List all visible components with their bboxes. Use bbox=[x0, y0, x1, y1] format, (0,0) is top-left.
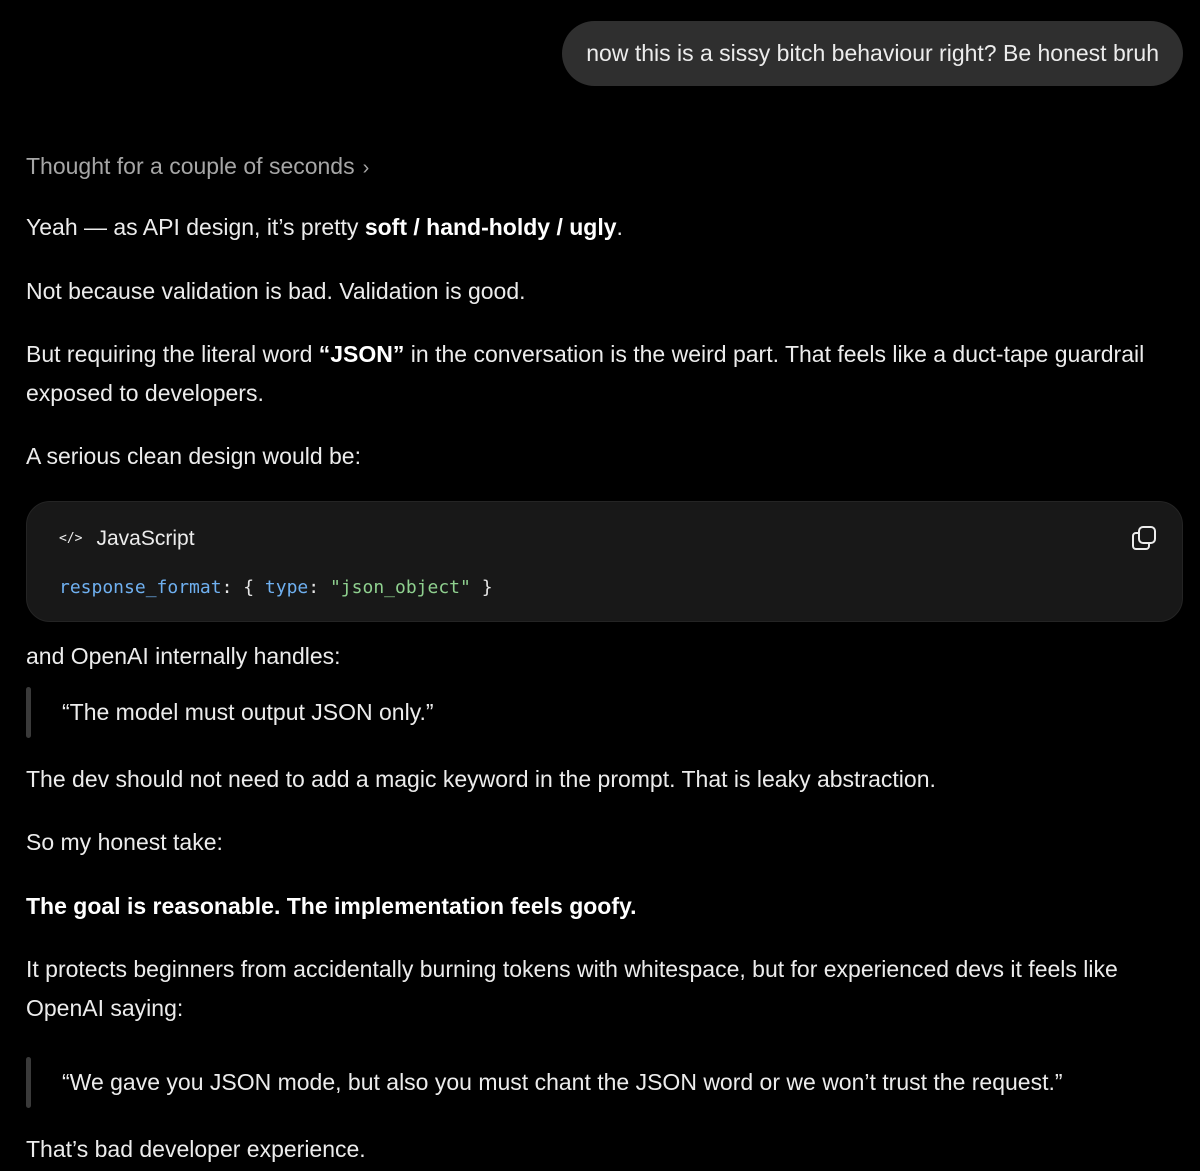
code-token-punct: } bbox=[470, 577, 493, 598]
paragraph-1-end: . bbox=[616, 214, 623, 240]
user-message-bubble: now this is a sissy bitch behaviour right? Be honest bruh bbox=[562, 21, 1183, 86]
blockquote-1 bbox=[26, 693, 1170, 732]
code-token-string: "json_object" bbox=[329, 577, 471, 598]
paragraph-1-text: Yeah — as API design, it’s pretty bbox=[26, 214, 365, 240]
chevron-right-icon: › bbox=[362, 157, 370, 179]
paragraph-1 bbox=[26, 208, 1170, 247]
paragraph-3-bold: “JSON” bbox=[318, 341, 405, 367]
thought-label: Thought for a couple of seconds bbox=[26, 153, 355, 179]
quote-bar bbox=[26, 1057, 31, 1108]
code-token-key: response_format bbox=[59, 577, 222, 598]
code-token-punct: : { bbox=[221, 577, 265, 598]
code-language-header bbox=[59, 524, 195, 557]
code-block bbox=[26, 501, 1183, 622]
code-token-key: type bbox=[264, 577, 309, 598]
paragraph-4: A serious clean design would be: bbox=[26, 443, 361, 469]
paragraph-9: It protects beginners from accidentally burning tokens with whitespace, but for experienced devs it feels like OpenAI saying: bbox=[26, 956, 1118, 1021]
blockquote-2 bbox=[26, 1063, 1170, 1102]
blockquote-2-text: “We gave you JSON mode, but also you must chant the JSON word or we won’t trust the request.” bbox=[62, 1069, 1063, 1095]
paragraph-3-end: in the conversation is the weird part. That feels like a duct-tape guardrail exposed to developers. bbox=[26, 341, 1145, 406]
paragraph-10: That’s bad developer experience. bbox=[26, 1136, 366, 1162]
code-icon: </> bbox=[59, 531, 83, 546]
quote-bar bbox=[26, 687, 31, 738]
code-token-punct: : bbox=[308, 577, 330, 598]
blockquote-1-text: “The model must output JSON only.” bbox=[62, 699, 434, 725]
paragraph-3-text: But requiring the literal word bbox=[26, 341, 319, 367]
paragraph-8 bbox=[26, 887, 1170, 926]
paragraph-3 bbox=[26, 335, 1170, 413]
copy-code-button[interactable] bbox=[1130, 524, 1158, 552]
paragraph-5: and OpenAI internally handles: bbox=[26, 643, 341, 669]
code-language-label: JavaScript bbox=[96, 527, 195, 550]
thought-toggle[interactable] bbox=[26, 149, 369, 185]
paragraph-1-bold: soft / hand-holdy / ugly bbox=[364, 214, 617, 240]
paragraph-8-bold: The goal is reasonable. The implementation feels goofy. bbox=[26, 893, 637, 919]
paragraph-2: Not because validation is bad. Validation is good. bbox=[26, 278, 526, 304]
code-line bbox=[59, 574, 493, 602]
copy-icon bbox=[1130, 524, 1158, 552]
paragraph-7: So my honest take: bbox=[26, 829, 223, 855]
paragraph-6: The dev should not need to add a magic keyword in the prompt. That is leaky abstraction. bbox=[26, 766, 936, 792]
